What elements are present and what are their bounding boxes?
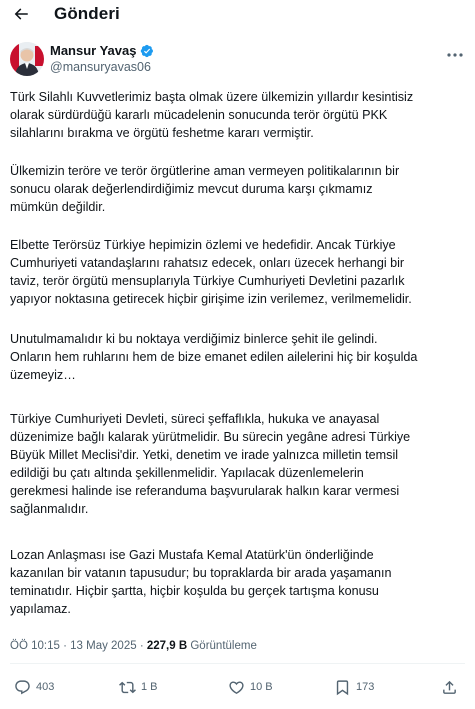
meta-separator: · bbox=[139, 640, 144, 652]
tweet-paragraph: Türkiye Cumhuriyeti Devleti, süreci şeffaflıkla, hukuka ve anayasal düzenimize bağlı kalarak yürütmelidir. Bu sürecin yegâne adresi Türkiye Büyük Millet Meclisi'dir. Yetki, denetim ve irade yalnızca milletin temsil edildiği bu çatı altında şekillenmelidir. Yapılacak düzenlemelerin gerekmesi halinde ise referanduma başvurularak halkın karar vermesi sağlanmalıdır. bbox=[10, 412, 411, 516]
tweet-time[interactable]: ÖÖ 10:15 bbox=[10, 640, 60, 652]
author-row bbox=[10, 40, 465, 80]
more-icon bbox=[447, 53, 463, 57]
tweet-paragraph: Lozan Anlaşması ise Gazi Mustafa Kemal Atatürk'ün önderliğinde kazanılan bir vatanın tapusudur; bu topraklarda bir arada yaşamanın teminatıdır. Hiçbir şartta, hiçbir koşulda bu gerçek tartışma konusu yapılamaz. bbox=[10, 548, 392, 616]
bookmark-icon bbox=[334, 679, 351, 696]
like-count: 10 B bbox=[250, 681, 273, 693]
share-button[interactable] bbox=[441, 676, 458, 698]
meta-separator: · bbox=[63, 640, 67, 652]
avatar-image bbox=[10, 42, 44, 76]
action-bar bbox=[0, 676, 475, 698]
like-icon bbox=[228, 679, 245, 696]
display-name[interactable]: Mansur Yavaş bbox=[50, 43, 137, 58]
back-button[interactable] bbox=[10, 3, 32, 25]
tweet-paragraph: Ülkemizin teröre ve terör örgütlerine aman vermeyen politikalarının bir sonucu olarak değerlendirdiğimiz mevcut duruma karşı çıkmamız mümkün değildir. bbox=[10, 164, 400, 214]
repost-icon bbox=[119, 679, 136, 696]
reply-button[interactable] bbox=[14, 676, 54, 698]
repost-button[interactable] bbox=[119, 676, 158, 698]
handle[interactable]: @mansuryavas06 bbox=[50, 60, 151, 74]
views-count: 227,9 B bbox=[146, 640, 188, 652]
divider bbox=[10, 663, 465, 664]
tweet-meta bbox=[10, 640, 257, 652]
share-icon bbox=[441, 679, 458, 696]
like-button[interactable] bbox=[228, 676, 273, 698]
repost-count: 1 B bbox=[141, 681, 158, 693]
page-title: Gönderi bbox=[54, 4, 120, 23]
more-options-button[interactable] bbox=[445, 47, 465, 63]
views-label: Görüntüleme bbox=[190, 640, 257, 652]
bookmark-count: 173 bbox=[356, 681, 375, 693]
avatar[interactable] bbox=[10, 42, 44, 76]
top-bar bbox=[0, 0, 475, 28]
arrow-left-icon bbox=[12, 5, 30, 23]
tweet-date[interactable]: 13 May 2025 bbox=[70, 640, 137, 652]
tweet-paragraph: Unutulmamalıdır ki bu noktaya verdiğimiz binlerce şehit ile gelindi. Onların hem ruhlarını hem de bize emanet edilen ailelerini hiç bir koşulda üzemeyiz… bbox=[10, 332, 418, 382]
display-name-row bbox=[50, 43, 154, 58]
tweet-paragraph: Elbette Terörsüz Türkiye hepimizin özlemi ve hedefidir. Ancak Türkiye Cumhuriyeti vatandaşlarını rahatsız edecek, onları üzecek herhangi bir taviz, terör örgütü mensuplarıyla Türkiye Cumhuriyeti Devletini pazarlık yapıyor noktasına getirecek hiçbir girişime izin verilemez, verilmemelidir. bbox=[10, 238, 412, 306]
verified-badge-icon bbox=[140, 44, 154, 58]
reply-count: 403 bbox=[36, 681, 55, 693]
bookmark-button[interactable] bbox=[334, 676, 374, 698]
reply-icon bbox=[14, 679, 31, 696]
tweet-paragraph: Türk Silahlı Kuvvetlerimiz başta olmak üzere ülkemizin yıllardır kesintisiz olarak sürdürdüğü kararlı mücadelenin sonucunda terör örgütü PKK silahlarını bırakma ve örgütü feshetme kararı vermiştir. bbox=[10, 90, 414, 140]
